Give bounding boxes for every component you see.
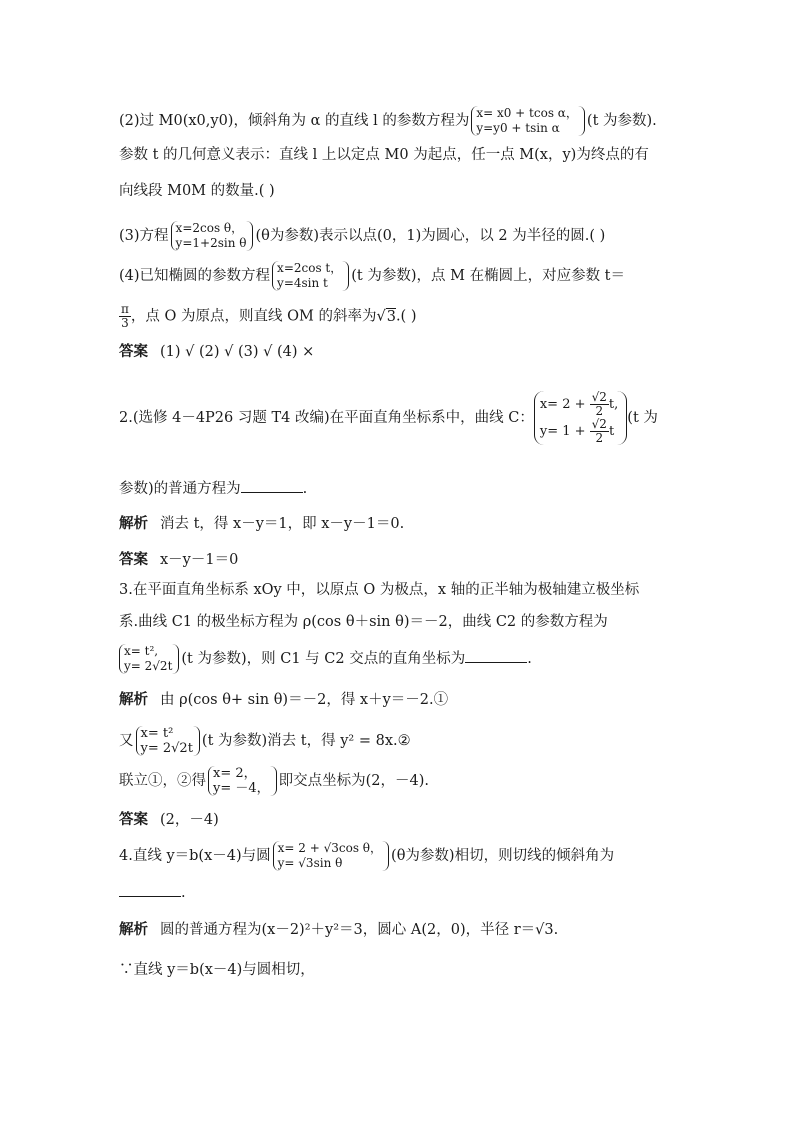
p4-jiexi: 解析 圆的普通方程为(x－2)²＋y²＝3，圆心 A(2，0)，半径 r＝√3. [119, 921, 559, 938]
p4-param-system: x= 2 + √3cos θ， y= √3sin θ [273, 841, 389, 871]
p3-param-system: x= t², y= 2√2t [119, 644, 179, 674]
p3-lianli-system: x= 2， y= －4， [208, 766, 277, 796]
p2-line1: 2.(选修 4－4P26 习题 T4 改编)在平面直角坐标系中，曲线 C： x= 2 + $\frac{√2}{2}$ t, y= 1 + $\frac{√2}{2}$ t (t 为 [119, 390, 658, 445]
q2-line2: 参数 t 的几何意义表示：直线 l 上以定点 M0 为起点，任一点 M(x，y)为终点的有 [119, 147, 649, 163]
q4-line2: $\frac{\pi}{3}$ ，点 O 为原点，则直线 OM 的斜率为√3.( ) [121, 302, 417, 330]
p4-line1: 4.直线 y＝b(x－4)与圆 x= 2 + √3cos θ， y= √3sin θ (θ为参数)相切，则切线的倾斜角为 [119, 841, 615, 870]
p2-param-system: x= 2 + $\frac{√2}{2}$ t, y= 1 + $\frac{√2}{2}$ t [534, 391, 627, 445]
jiexi-label: 解析 [119, 515, 148, 532]
q2-text-post: (t 为参数). [586, 113, 657, 129]
p2-line2: 参数)的普通方程为 . [119, 478, 679, 499]
p3-line2: 系.曲线 C1 的极坐标方程为 ρ(cos θ＋sin θ)＝－2，曲线 C2 的参数方程为 [119, 614, 608, 630]
q2-param-system: x= x0 + tcos α， y=y0 + tsin α [471, 106, 585, 136]
p2-jiexi: 解析 消去 t，得 x－y＝1，即 x－y－1＝0. [119, 515, 405, 532]
q4-line1: (4)已知椭圆的参数方程 x=2cos t， y=4sin t (t 为参数)，点 M 在椭圆上，对应参数 t＝ [119, 261, 625, 290]
p3-you-line: 又 x= t² y= 2√2t (t 为参数)消去 t，得 y² = 8x.② [119, 726, 411, 756]
p3-answer: 答案 (2，－4) [119, 811, 219, 828]
q3-param-system: x=2cos θ， y=1+2sin θ [171, 221, 254, 251]
q3-line: (3)方程 x=2cos θ， y=1+2sin θ (θ为参数)表示以点(0，1)为圆心，以 2 为半径的圆.( ) [119, 221, 606, 250]
q2-line3: 向线段 M0M 的数量.( ) [119, 183, 275, 199]
q2-line1 [119, 106, 679, 136]
p3-line3: x= t², y= 2√2t (t 为参数)，则 C1 与 C2 交点的直角坐标为 . [119, 641, 679, 677]
pi-over-3-fraction: $\frac{\pi}{3}$ [121, 302, 129, 330]
p4-line2: . [119, 882, 679, 903]
answer-blank [465, 648, 527, 663]
answer-blank [119, 882, 181, 897]
p3-lianli-line: 联立①，②得 x= 2， y= －4， 即交点坐标为(2，－4). [119, 766, 430, 796]
p4-last-line: ∵直线 y＝b(x－4)与圆相切， [119, 962, 315, 978]
jiexi-label: 解析 [119, 691, 148, 708]
answer-blank [241, 478, 303, 493]
answer-label: 答案 [119, 811, 148, 828]
p3-line1: 3.在平面直角坐标系 xOy 中，以原点 O 为极点，x 轴的正半轴为极轴建立极坐标 [119, 582, 640, 598]
q2-text: (2)过 M0(x0,y0)，倾斜角为 α 的直线 l 的参数方程为 [119, 113, 470, 129]
answer-1: 答案 (1) √ (2) √ (3) √ (4) × [119, 343, 315, 360]
answer-label: 答案 [119, 551, 148, 568]
p2-answer: 答案 x－y－1＝0 [119, 551, 239, 568]
p3-you-system: x= t² y= 2√2t [136, 726, 200, 756]
answer-label: 答案 [119, 343, 148, 360]
q4-param-system: x=2cos t， y=4sin t [272, 261, 349, 291]
jiexi-label: 解析 [119, 921, 148, 938]
p3-jiexi: 解析 由 ρ(cos θ+ sin θ)＝－2，得 x＋y＝－2.① [119, 691, 449, 708]
